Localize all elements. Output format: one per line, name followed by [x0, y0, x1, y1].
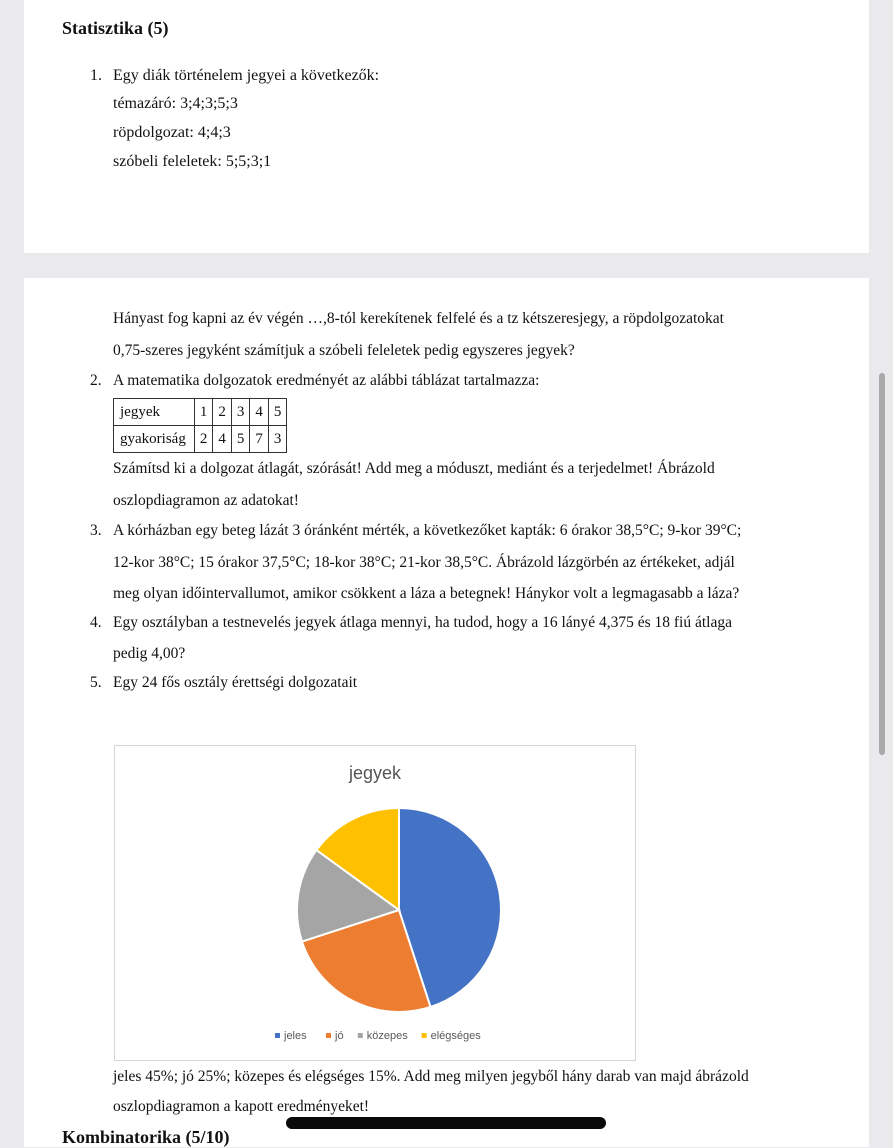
q3-line: 12-kor 38°C; 15 órakor 37,5°C; 18-kor 38°C; 21-kor 38,5°C. Ábrázold lázgörbén az értékeket, adjál — [113, 554, 735, 571]
table-cell: 4 — [213, 426, 232, 453]
legend-label: jó — [335, 1030, 344, 1042]
legend-swatch — [358, 1033, 363, 1038]
q5-after-line: jeles 45%; jó 25%; közepes és elégséges 15%. Add meg milyen jegyből hány darab van majd ábrázold — [113, 1068, 749, 1085]
pie-chart — [114, 745, 636, 1061]
home-indicator[interactable] — [286, 1117, 606, 1129]
document-page-2 — [24, 278, 869, 1147]
question-number: 5. — [90, 674, 102, 691]
q1-line-temazaro: témazáró: 3;4;3;5;3 — [113, 95, 238, 112]
legend-swatch — [326, 1033, 331, 1038]
table-cell: 7 — [250, 426, 269, 453]
chart-title: jegyek — [348, 763, 402, 783]
grades-table — [113, 398, 287, 453]
legend-label: jeles — [284, 1030, 307, 1042]
legend-label: elégséges — [430, 1030, 481, 1042]
table-cell-label: jegyek — [114, 399, 195, 426]
scrollbar[interactable] — [879, 373, 885, 755]
q1-line-ropdolgozat: röpdolgozat: 4;4;3 — [113, 124, 231, 141]
legend-swatch — [275, 1033, 280, 1038]
question-2-text: A matematika dolgozatok eredményét az alábbi táblázat tartalmazza: — [113, 372, 540, 389]
next-section-title: Kombinatorika (5/10) — [62, 1127, 230, 1147]
question-1-text: Egy diák történelem jegyei a következők: — [113, 67, 380, 84]
table-cell: 3 — [268, 426, 287, 453]
document-page-1 — [24, 0, 869, 253]
table-cell-label: gyakoriság — [114, 426, 195, 453]
table-cell: 5 — [231, 426, 250, 453]
q1-line-szobeli: szóbeli feleletek: 5;5;3;1 — [113, 153, 272, 170]
q3-line: meg olyan időintervallumot, amikor csökkent a láza a betegnek! Hánykor volt a legmagasabb a láza? — [113, 585, 740, 602]
table-row — [114, 426, 287, 453]
section-title: Statisztika (5) — [62, 18, 169, 38]
table-row — [114, 399, 287, 426]
q5-after-line: oszlopdiagramon a kapott eredményeket! — [113, 1098, 370, 1115]
q1-continued-line: Hányast fog kapni az év végén …,8-tól kerekítenek felfelé és a tz kétszeresjegy, a röpdolgozatokat — [113, 310, 724, 327]
question-number: 1. — [90, 67, 102, 84]
table-cell: 4 — [250, 399, 269, 426]
legend-swatch — [422, 1033, 427, 1038]
table-cell: 2 — [194, 426, 213, 453]
q1-continued-line: 0,75-szeres jegyként számítjuk a szóbeli feleletek pedig egyszeres jegyek? — [113, 342, 575, 359]
q2-after-line: Számítsd ki a dolgozat átlagát, szórását! Add meg a móduszt, mediánt és a terjedelmet! Ábrázold — [113, 460, 715, 477]
legend-label: közepes — [366, 1030, 408, 1042]
table-cell: 5 — [268, 399, 287, 426]
question-5-text: Egy 24 fős osztály érettségi dolgozatait — [113, 674, 358, 691]
question-number: 2. — [90, 372, 102, 389]
pie-chart-svg — [115, 746, 635, 1060]
q2-after-line: oszlopdiagramon az adatokat! — [113, 492, 299, 509]
q4-line: pedig 4,00? — [113, 645, 186, 662]
table-cell: 3 — [231, 399, 250, 426]
q4-line: Egy osztályban a testnevelés jegyek átlaga mennyi, ha tudod, hogy a 16 lányé 4,375 és 18 fiú átlaga — [113, 614, 732, 631]
q3-line: A kórházban egy beteg lázát 3 óránként mérték, a következőket kapták: 6 órakor 38,5°C; 9-kor 39°C; — [113, 522, 742, 539]
question-number: 4. — [90, 614, 102, 631]
table-cell: 2 — [213, 399, 232, 426]
table-cell: 1 — [194, 399, 213, 426]
question-number: 3. — [90, 522, 102, 539]
